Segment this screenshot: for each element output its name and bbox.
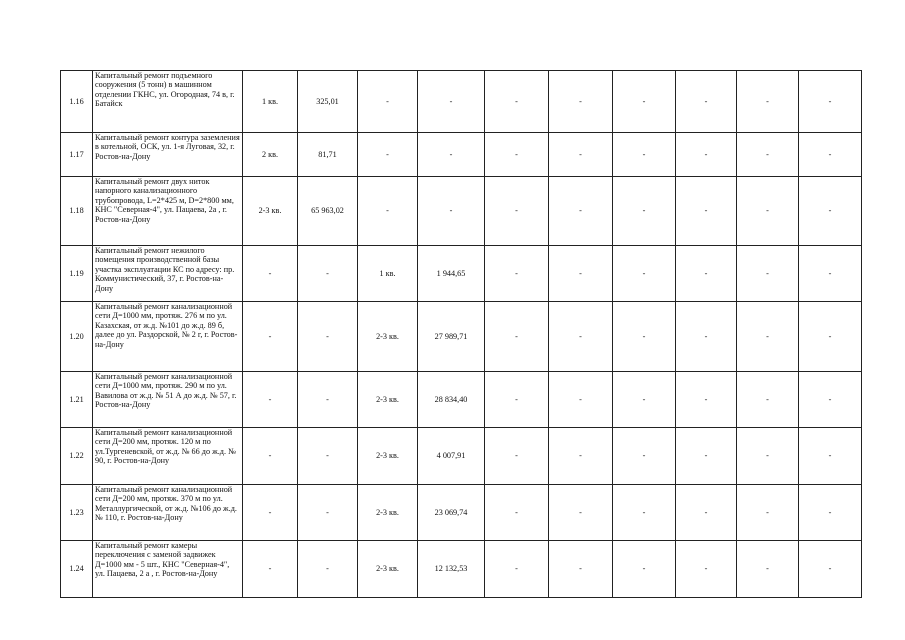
empty-cell: - (485, 428, 549, 485)
work-description: Капитальный ремонт канализационной сети Д=200 мм, протяж. 370 м по ул. Металлургической, от ж.д. №106 до ж.д. № 110, г. Ростов-на-Дону (93, 485, 243, 541)
empty-cell: - (799, 71, 862, 133)
empty-cell: - (737, 428, 799, 485)
empty-cell: - (676, 133, 737, 177)
empty-cell: - (549, 541, 613, 598)
empty-cell: - (799, 302, 862, 372)
work-description: Капитальный ремонт канализационной сети Д=1000 мм, протяж. 276 м по ул. Казахская, от ж.д. №101 до ж.д. 89 б, далее до ул. Раздорской, № 2 г, г. Ростов-на-Дону (93, 302, 243, 372)
empty-cell: - (549, 485, 613, 541)
empty-cell: - (799, 133, 862, 177)
empty-cell: - (485, 177, 549, 246)
empty-cell: - (799, 177, 862, 246)
empty-cell: - (613, 302, 676, 372)
value-cell: - (298, 302, 358, 372)
empty-cell: - (737, 246, 799, 302)
period-cell: 2 кв. (243, 133, 298, 177)
row-number: 1.17 (61, 133, 93, 177)
value-cell: - (418, 71, 485, 133)
work-description: Капитальный ремонт контура заземления в котельной, ОСК, ул. 1-я Луговая, 32, г. Ростов-на-Дону (93, 133, 243, 177)
row-number: 1.23 (61, 485, 93, 541)
row-number: 1.21 (61, 372, 93, 428)
empty-cell: - (676, 302, 737, 372)
period-cell: 2-3 кв. (358, 541, 418, 598)
table-row (61, 541, 862, 598)
row-number: 1.20 (61, 302, 93, 372)
period-cell: - (243, 428, 298, 485)
empty-cell: - (737, 133, 799, 177)
period-cell: 2-3 кв. (243, 177, 298, 246)
empty-cell: - (737, 372, 799, 428)
value-cell: 27 989,71 (418, 302, 485, 372)
row-number: 1.24 (61, 541, 93, 598)
empty-cell: - (613, 428, 676, 485)
empty-cell: - (485, 302, 549, 372)
empty-cell: - (799, 541, 862, 598)
empty-cell: - (676, 177, 737, 246)
value-cell: - (298, 541, 358, 598)
value-cell: - (298, 485, 358, 541)
empty-cell: - (549, 246, 613, 302)
work-description: Капитальный ремонт нежилого помещения производственной базы участка эксплуатации КС по адресу: пр. Коммунистический, 37, г. Ростов-на-Дону (93, 246, 243, 302)
table-row (61, 246, 862, 302)
empty-cell: - (485, 485, 549, 541)
empty-cell: - (549, 133, 613, 177)
empty-cell: - (676, 428, 737, 485)
value-cell: 23 069,74 (418, 485, 485, 541)
table-row (61, 485, 862, 541)
empty-cell: - (549, 372, 613, 428)
row-number: 1.19 (61, 246, 93, 302)
work-description: Капитальный ремонт двух ниток напорного канализационного трубопровода, L=2*425 м, D=2*800 мм, КНС "Северная-4", ул. Пацаева, 2а , г. Ростов-на-Дону (93, 177, 243, 246)
work-description: Капитальный ремонт канализационной сети Д=1000 мм, протяж. 290 м по ул. Вавилова от ж.д. № 51 А до ж.д. № 57, г. Ростов-на-Дону (93, 372, 243, 428)
value-cell: 81,71 (298, 133, 358, 177)
table-row (61, 428, 862, 485)
period-cell: - (358, 133, 418, 177)
row-number: 1.16 (61, 71, 93, 133)
period-cell: 2-3 кв. (358, 485, 418, 541)
value-cell: - (298, 246, 358, 302)
value-cell: - (298, 372, 358, 428)
empty-cell: - (485, 541, 549, 598)
empty-cell: - (613, 71, 676, 133)
value-cell: 12 132,53 (418, 541, 485, 598)
period-cell: - (243, 541, 298, 598)
table-row (61, 71, 862, 133)
empty-cell: - (737, 177, 799, 246)
period-cell: 2-3 кв. (358, 372, 418, 428)
empty-cell: - (485, 372, 549, 428)
empty-cell: - (485, 133, 549, 177)
works-table (60, 70, 862, 598)
value-cell: 1 944,65 (418, 246, 485, 302)
empty-cell: - (549, 428, 613, 485)
row-number: 1.22 (61, 428, 93, 485)
table-row (61, 302, 862, 372)
period-cell: - (243, 302, 298, 372)
empty-cell: - (676, 372, 737, 428)
value-cell: - (418, 133, 485, 177)
empty-cell: - (549, 302, 613, 372)
empty-cell: - (676, 541, 737, 598)
empty-cell: - (799, 246, 862, 302)
period-cell: - (243, 485, 298, 541)
empty-cell: - (613, 372, 676, 428)
empty-cell: - (676, 71, 737, 133)
value-cell: - (418, 177, 485, 246)
value-cell: - (298, 428, 358, 485)
empty-cell: - (737, 71, 799, 133)
empty-cell: - (676, 485, 737, 541)
empty-cell: - (737, 541, 799, 598)
empty-cell: - (799, 372, 862, 428)
empty-cell: - (737, 302, 799, 372)
empty-cell: - (799, 428, 862, 485)
empty-cell: - (485, 71, 549, 133)
period-cell: 2-3 кв. (358, 302, 418, 372)
work-description: Капитальный ремонт подъемного сооружения (5 тонн) в машинном отделении ГКНС, ул. Огородная, 74 в, г. Батайск (93, 71, 243, 133)
empty-cell: - (613, 177, 676, 246)
period-cell: - (243, 246, 298, 302)
row-number: 1.18 (61, 177, 93, 246)
work-description: Капитальный ремонт канализационной сети Д=200 мм, протяж. 120 м по ул.Тургеневской, от ж.д. № 66 до ж.д. № 90, г. Ростов-на-Дону (93, 428, 243, 485)
empty-cell: - (613, 485, 676, 541)
work-description: Капитальный ремонт камеры переключения с заменой задвижек Д=1000 мм - 5 шт., КНС "Северная-4", ул. Пацаева, 2 а , г. Ростов-на-Дону (93, 541, 243, 598)
empty-cell: - (799, 485, 862, 541)
period-cell: 1 кв. (243, 71, 298, 133)
value-cell: 4 007,91 (418, 428, 485, 485)
empty-cell: - (549, 71, 613, 133)
value-cell: 325,01 (298, 71, 358, 133)
table-row (61, 372, 862, 428)
period-cell: - (243, 372, 298, 428)
empty-cell: - (737, 485, 799, 541)
table-row (61, 177, 862, 246)
period-cell: 2-3 кв. (358, 428, 418, 485)
empty-cell: - (485, 246, 549, 302)
table-row (61, 133, 862, 177)
empty-cell: - (613, 246, 676, 302)
empty-cell: - (613, 133, 676, 177)
period-cell: 1 кв. (358, 246, 418, 302)
empty-cell: - (676, 246, 737, 302)
empty-cell: - (549, 177, 613, 246)
value-cell: 28 834,40 (418, 372, 485, 428)
empty-cell: - (613, 541, 676, 598)
value-cell: 65 963,02 (298, 177, 358, 246)
period-cell: - (358, 71, 418, 133)
period-cell: - (358, 177, 418, 246)
